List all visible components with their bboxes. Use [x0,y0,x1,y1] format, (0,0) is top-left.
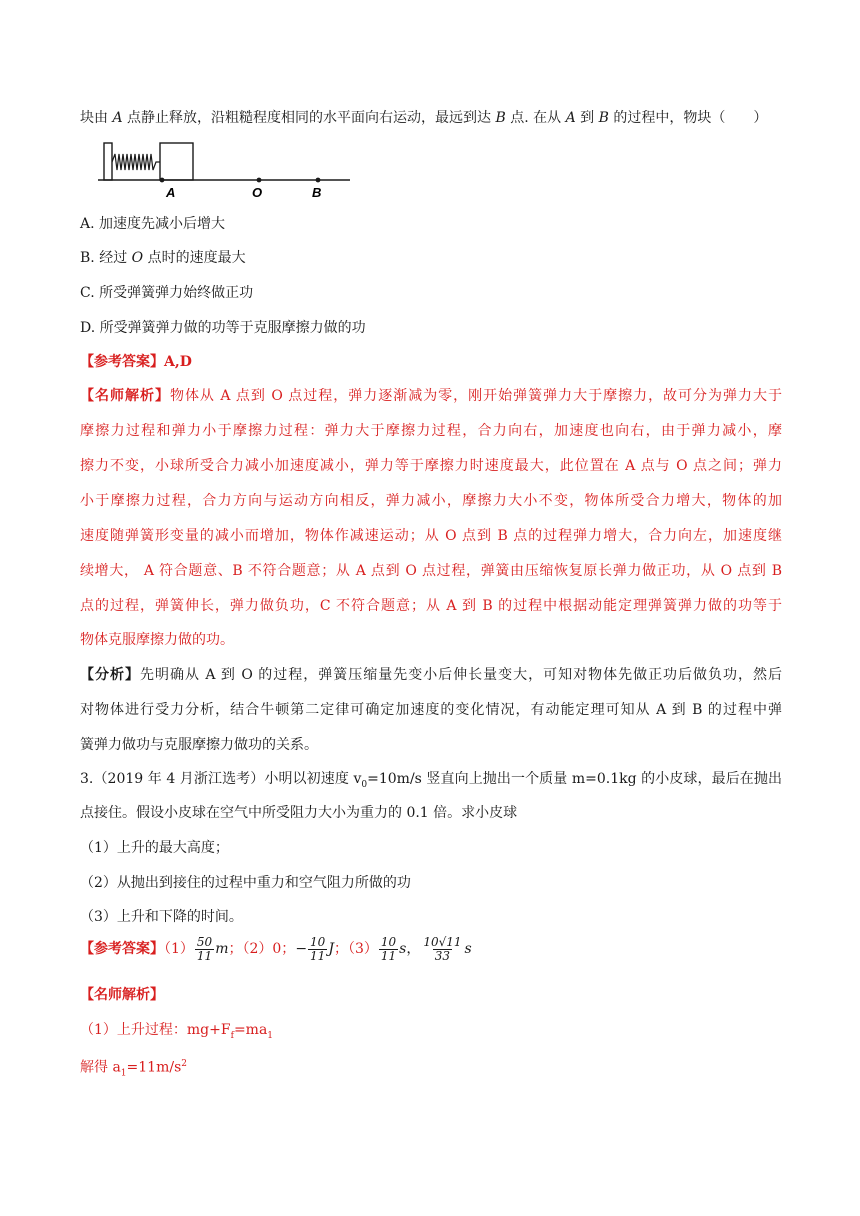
label-a: A [166,185,176,200]
point-a-dot [160,178,165,183]
analysis-line-8: 物体克服摩擦力做的功。 [80,632,234,648]
option-d: D. 所受弹簧弹力做的功等于克服摩擦力做的功 [80,320,366,336]
fenxi-line-3: 簧弹力做功与克服摩擦力做功的关系。 [80,737,318,753]
option-a: A. 加速度先减小后增大 [80,216,226,232]
analysis-line-3: 擦力不变，小球所受合力减小加速度减小，弹力等于摩擦力时速度最大，此位置在 A 点与 O 点之间；弹力 [80,458,782,474]
block [160,143,193,180]
q3-stem-line-1: 3.（2019 年 4 月浙江选考）小明以初速度 $v_0=10m/s$ 竖直向上抛出一个质量 m=0.1kg 的小皮球，最后在抛出 [80,771,782,790]
point-b-dot [316,178,321,183]
analysis-line-4: 小于摩擦力过程，合力方向与运动方向相反，弹力减小，摩擦力大小不变，物体所受合力增大，物体的加 [80,493,782,509]
q3-item-2: （2）从抛出到接住的过程中重力和空气阻力所做的功 [80,875,411,891]
analysis-line-1: 【名师解析】物体从 A 点到 O 点过程，弹力逐渐减为零，刚开始弹簧弹力大于摩擦力，故可分为弹力大于 [80,388,782,404]
fenxi-line-1: 【分析】先明确从 A 到 O 的过程，弹簧压缩量先变小后伸长量变大，可知对物体先做正功后做负功，然后 [80,667,782,683]
option-c: C. 所受弹簧弹力始终做正功 [80,285,254,301]
fraction-10root11-33: $\frac{10√11}{33}$ [423,934,462,963]
q3-analysis-label: 【名师解析】 [80,987,164,1003]
fraction-10-11-s: $\frac{10}{11}$ [380,934,397,963]
analysis-line-2: 摩擦力过程和弹力小于摩擦力过程：弹力大于摩擦力过程，合力向右，加速度也向右，由于弹力减小，摩 [80,423,782,439]
reference-answer: 【参考答案】A,D [80,354,192,370]
question-stem-continuation: 块由 A 点静止释放，沿粗糙程度相同的水平面向右运动，最远到达 B 点. 在从 A 到 B 的过程中，物块（ ） [80,110,768,126]
fenxi-line-2: 对物体进行受力分析，结合牛顿第二定律可确定加速度的变化情况，有动能定理可知从 A 到 B 的过程中弹 [80,702,782,718]
q3-solution-line-1: （1）上升过程：$mg+F_f=ma_1$ [80,1022,274,1041]
point-o-dot [257,178,262,183]
fraction-10-11-j: $\frac{10}{11}$ [310,934,326,963]
option-b: B. 经过 O 点时的速度最大 [80,250,246,266]
fraction-50-11: $\frac{50}{11}$ [196,934,213,963]
analysis-line-5: 速度随弹簧形变量的减小而增加，物体作减速运动；从 O 点到 B 点的过程弹力增大，合力向左，加速度继 [80,528,782,544]
q3-item-1: （1）上升的最大高度； [80,840,229,856]
spring-icon [112,154,160,170]
analysis-line-6: 续增大， A 符合题意、B 不符合题意；从 A 点到 O 点过程，弹簧由压缩恢复原长弹力做正功，从 O 点到 B [80,563,782,579]
analysis-line-7: 点的过程，弹簧伸长，弹力做负功，C 不符合题意；从 A 到 B 的过程中根据动能定理弹簧弹力做的功等于 [80,598,782,614]
label-b: B [312,185,322,200]
label-o: O [252,185,263,200]
spring-block-figure [96,140,356,200]
q3-reference-answer: 【参考答案】（1） $\frac{50}{11}$ m；（2）0；− $\frac{10}{11}$ J；（3） $\frac{10}{11}$ s， $\frac{10√11}{33}$ s [80,934,472,963]
q3-stem-line-2: 点接住。假设小皮球在空气中所受阻力大小为重力的 0.1 倍。求小皮球 [80,805,518,821]
q3-solution-line-2: 解得 $a_1=11m/s^2$ [80,1059,187,1079]
wall [104,143,112,180]
q3-item-3: （3）上升和下降的时间。 [80,909,243,925]
